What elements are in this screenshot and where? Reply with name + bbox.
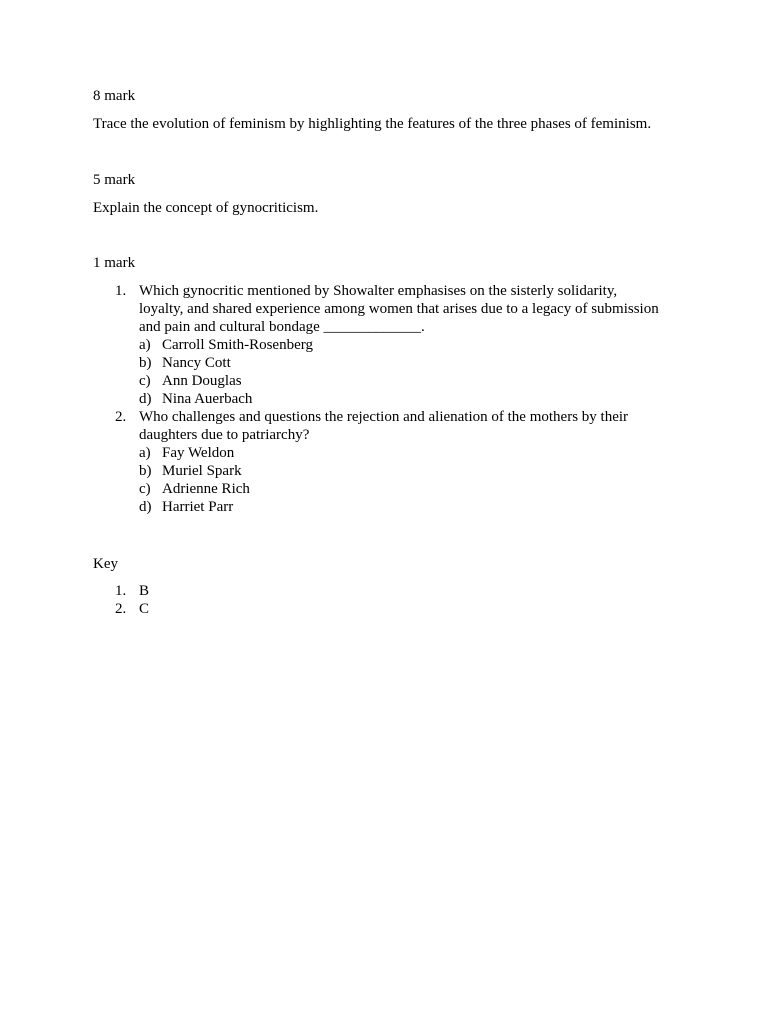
option-letter: a) (139, 337, 151, 353)
option-text: Fay Weldon (162, 445, 235, 461)
key-answer: B (139, 583, 150, 599)
option-text: Ann Douglas (162, 373, 242, 389)
question-number: 1. (115, 283, 127, 299)
option-text: Harriet Parr (162, 499, 234, 515)
option-text: Nina Auerbach (162, 391, 253, 407)
option-letter: c) (139, 373, 151, 389)
section-heading-1-mark: 1 mark (93, 255, 136, 271)
key-answer: C (139, 601, 150, 617)
option-letter: a) (139, 445, 151, 461)
question-8-mark: Trace the evolution of feminism by highlighting the features of the three phases of feminism. (93, 116, 652, 132)
section-heading-8-mark: 8 mark (93, 88, 136, 104)
option-letter: d) (139, 391, 152, 407)
key-number: 1. (115, 583, 127, 599)
question-5-mark: Explain the concept of gynocriticism. (93, 200, 319, 216)
key-number: 2. (115, 601, 127, 617)
section-heading-5-mark: 5 mark (93, 172, 136, 188)
question-text: Which gynocritic mentioned by Showalter emphasises on the sisterly solidarity, loyalty, and shared experience among women that arises due to a legacy of submission and pain and cultural bondage _____________. (139, 283, 659, 335)
option-text: Nancy Cott (162, 355, 231, 371)
question-text: Who challenges and questions the rejection and alienation of the mothers by their daughters due to patriarchy? (139, 409, 629, 443)
option-text: Muriel Spark (162, 463, 242, 479)
option-letter: c) (139, 481, 151, 497)
option-text: Carroll Smith-Rosenberg (162, 337, 313, 353)
question-number: 2. (115, 409, 127, 425)
section-heading-key: Key (93, 556, 118, 572)
option-letter: b) (139, 463, 152, 479)
option-text: Adrienne Rich (162, 481, 250, 497)
option-letter: d) (139, 499, 152, 515)
option-letter: b) (139, 355, 152, 371)
